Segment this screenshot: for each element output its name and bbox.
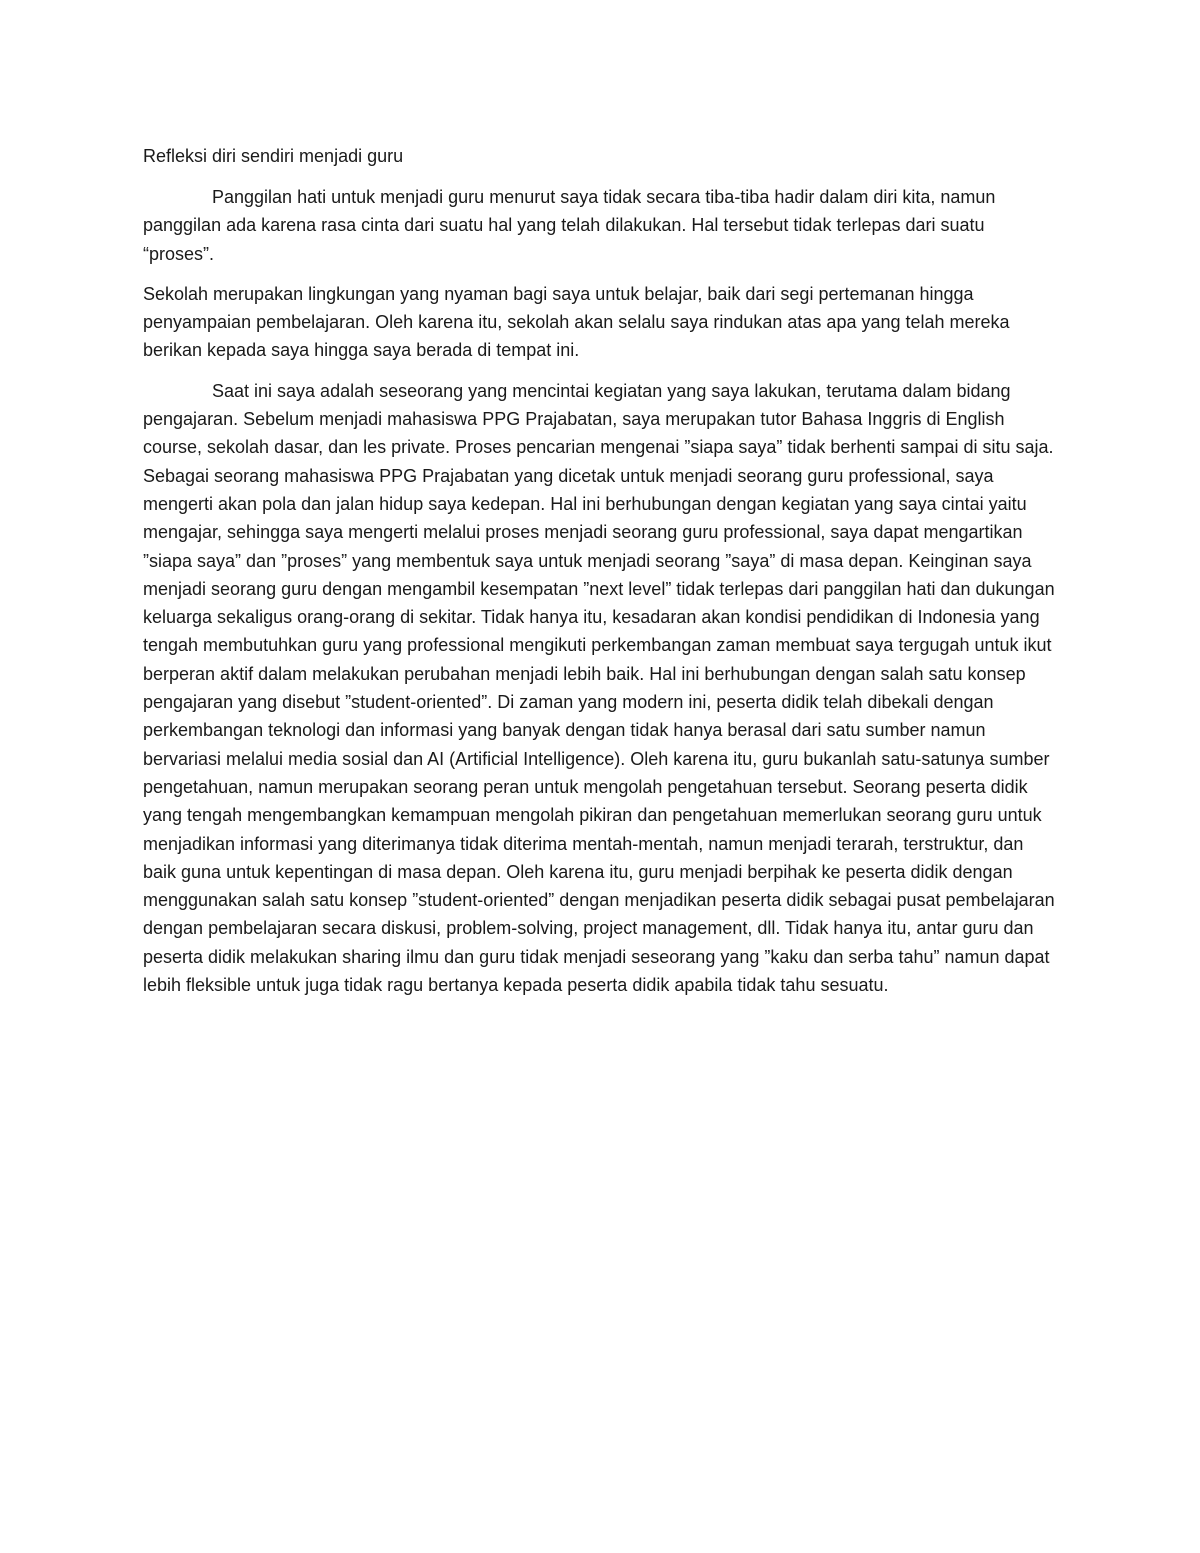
paragraph-2: Sekolah merupakan lingkungan yang nyaman bagi saya untuk belajar, baik dari segi pertemanan hingga penyampaian pembelajaran. Oleh karena itu, sekolah akan selalu saya rindukan atas apa yang telah mereka berikan kepada saya hingga saya berada di tempat ini. — [143, 283, 1010, 361]
document-body — [143, 142, 1058, 1011]
document-title: Refleksi diri sendiri menjadi guru — [143, 146, 404, 166]
paragraph-1: Panggilan hati untuk menjadi guru menurut saya tidak secara tiba-tiba hadir dalam diri kita, namun panggilan ada karena rasa cinta dari suatu hal yang telah dilakukan. Hal tersebut tidak terlepas dari suatu “proses”. — [143, 187, 996, 264]
paragraph-3: Saat ini saya adalah seseorang yang mencintai kegiatan yang saya lakukan, terutama dalam bidang pengajaran. Sebelum menjadi mahasiswa PPG Prajabatan, saya merupakan tutor Bahasa Inggris di English course, sekolah dasar, dan les private. Proses pencarian mengenai ”siapa saya” tidak berhenti sampai di situ saja. Sebagai seorang mahasiswa PPG Prajabatan yang dicetak untuk menjadi seorang guru professional, saya mengerti akan pola dan jalan hidup saya kedepan. Hal ini berhubungan dengan kegiatan yang saya cintai yaitu mengajar, sehingga saya mengerti melalui proses menjadi seorang guru professional, saya dapat mengartikan ”siapa saya” dan ”proses” yang membentuk saya untuk menjadi seorang ”saya” di masa depan. Keinginan saya menjadi seorang guru dengan mengambil kesempatan ”next level” tidak terlepas dari panggilan hati dan dukungan keluarga sekaligus orang-orang di sekitar. Tidak hanya itu, kesadaran akan kondisi pendidikan di Indonesia yang tengah membutuhkan guru yang professional mengikuti perkembangan zaman membuat saya tergugah untuk ikut berperan aktif dalam melakukan perubahan menjadi lebih baik. Hal ini berhubungan dengan salah satu konsep pengajaran yang disebut ”student-oriented”. Di zaman yang modern ini, peserta didik telah dibekali dengan perkembangan teknologi dan informasi yang banyak dengan tidak hanya berasal dari satu sumber namun bervariasi melalui media sosial dan AI (Artificial Intelligence). Oleh karena itu, guru bukanlah satu-satunya sumber pengetahuan, namun merupakan seorang peran untuk mengolah pengetahuan tersebut. Seorang peserta didik yang tengah mengembangkan kemampuan mengolah pikiran dan pengetahuan memerlukan seorang guru untuk menjadikan informasi yang diterimanya tidak diterima mentah-mentah, namun menjadi terarah, terstruktur, dan baik guna untuk kepentingan di masa depan. Oleh karena itu, guru menjadi berpihak ke peserta didik dengan menggunakan salah satu konsep ”student-oriented” dengan menjadikan peserta didik sebagai pusat pembelajaran dengan pembelajaran secara diskusi, problem-solving, project management, dll. Tidak hanya itu, antar guru dan peserta didik melakukan sharing ilmu dan guru tidak menjadi seseorang yang ”kaku dan serba tahu” namun dapat lebih fleksible untuk juga tidak ragu bertanya kepada peserta didik apabila tidak tahu sesuatu. — [143, 380, 1055, 996]
